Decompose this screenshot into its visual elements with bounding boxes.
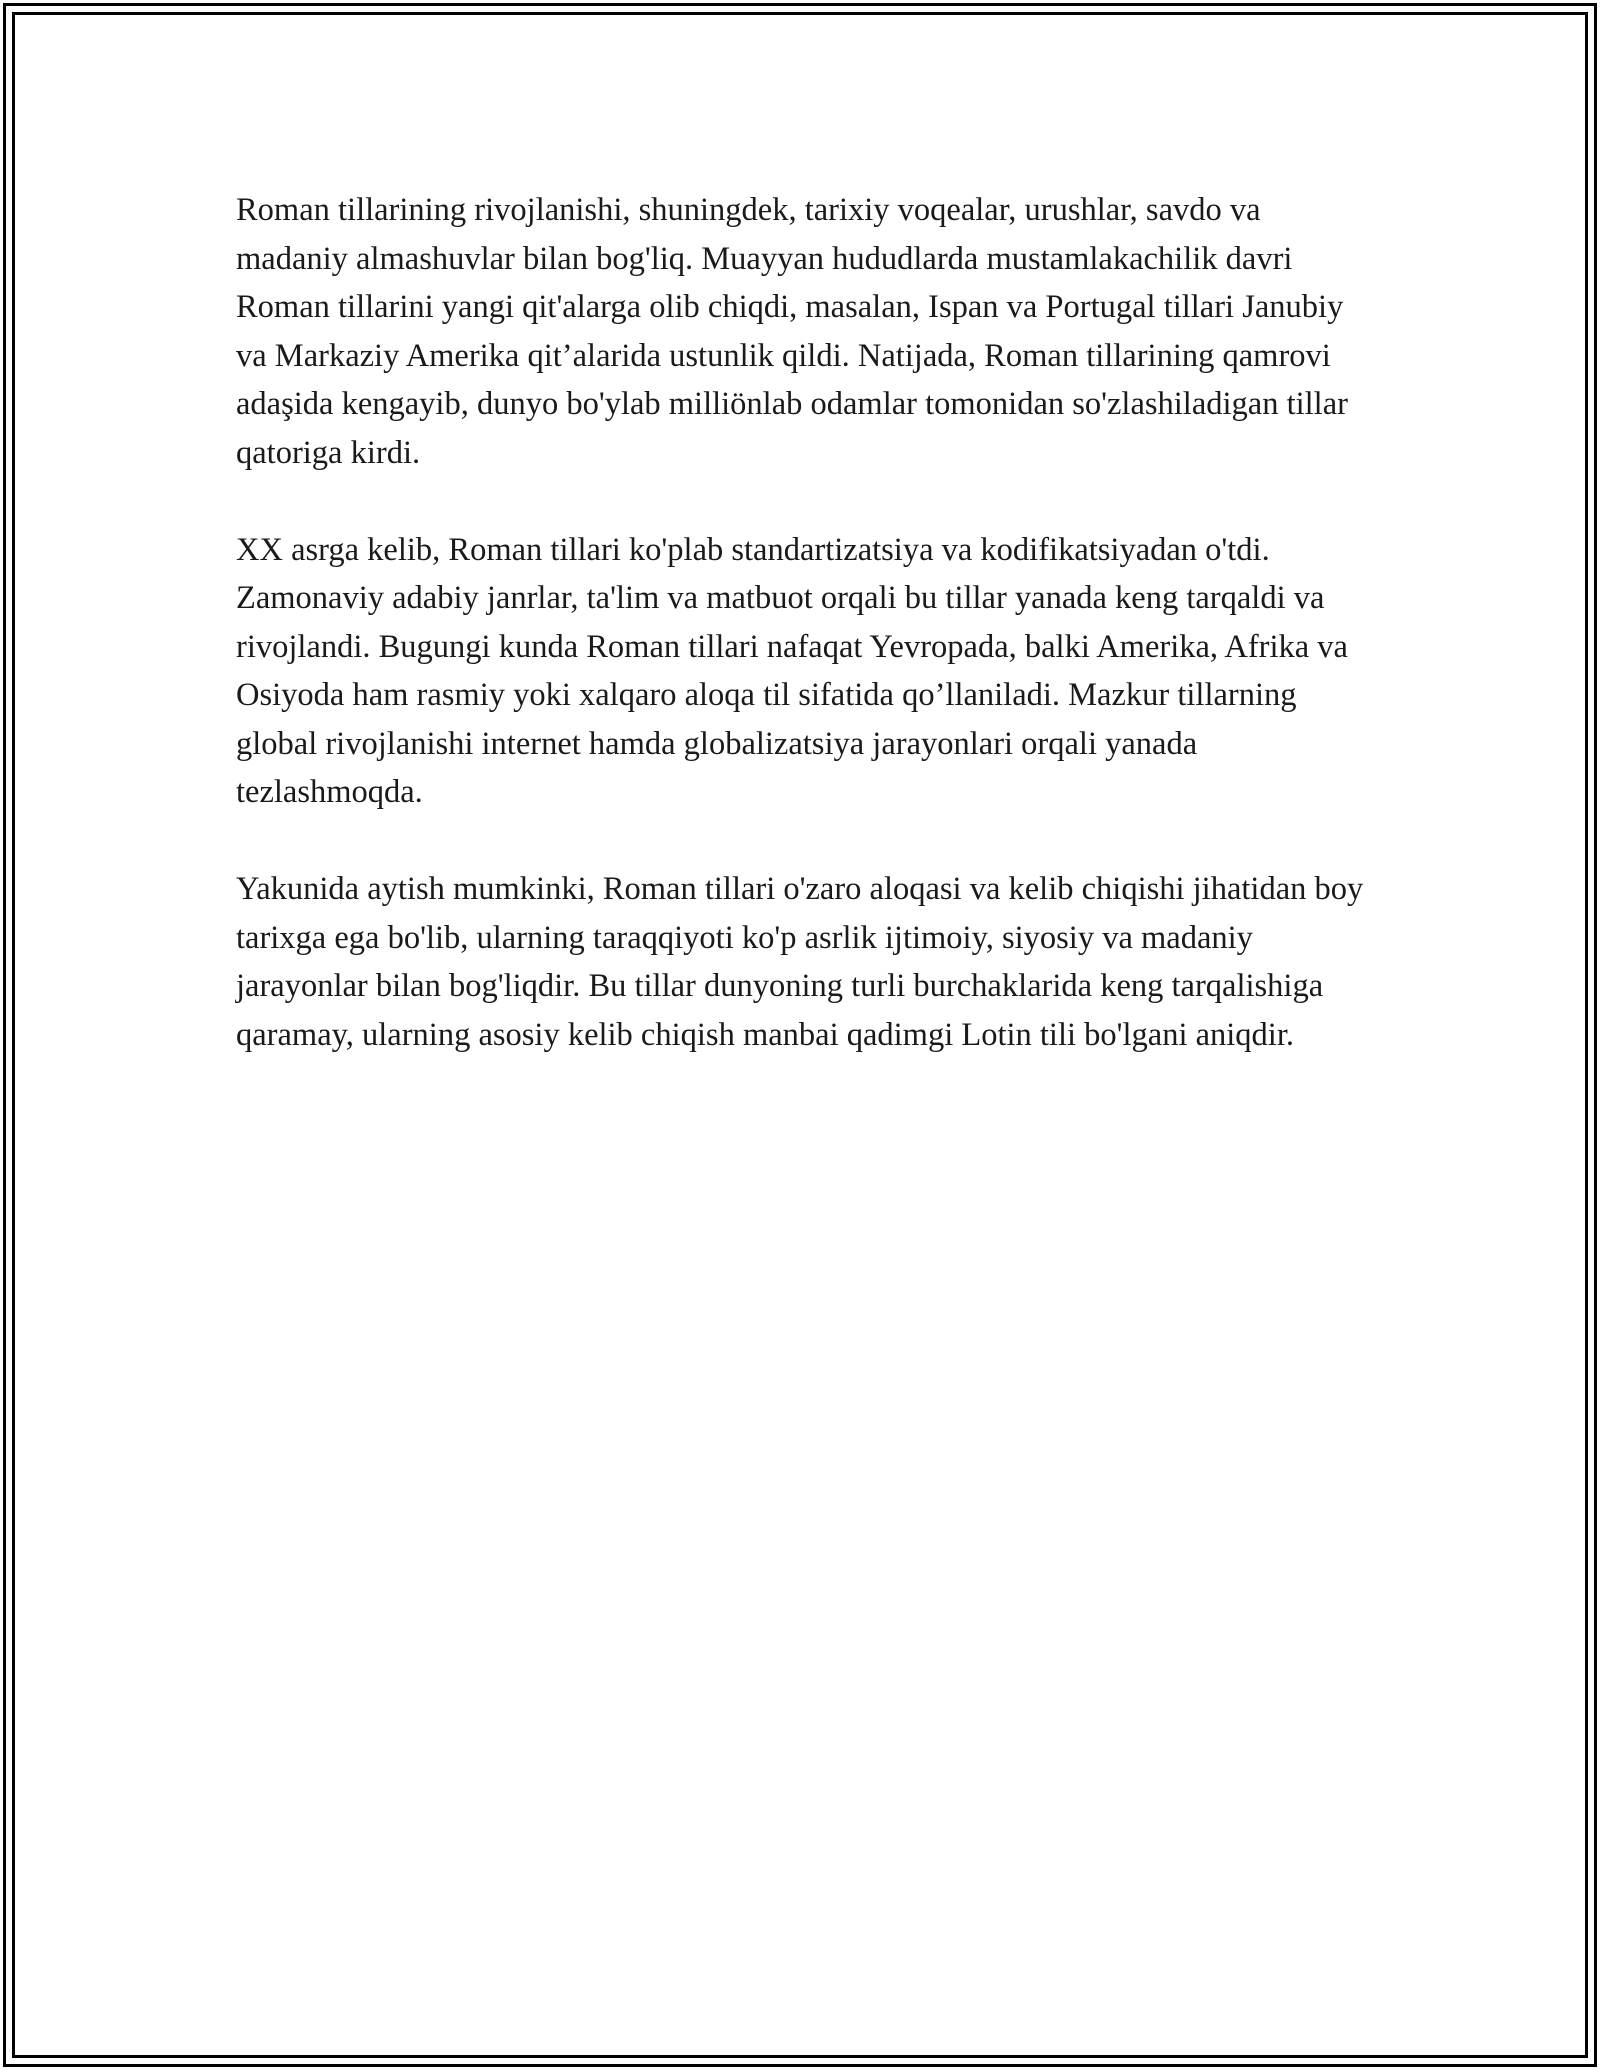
paragraph-colonial-spread: Roman tillarining rivojlanishi, shuningdek, tarixiy voqealar, urushlar, savdo va madaniy almashuvlar bilan bog'liq. Muayyan hududlarda mustamlakachilik davri Roman tillarini yangi qit'alarga olib chiqdi, masalan, Ispan va Portugal tillari Janubiy va Markaziy Amerika qit’alarida ustunlik qildi. Natijada, Roman tillarining qamrovi adaşida kengayib, dunyo bo'ylab milliönlab odamlar tomonidan so'zlashiladigan tillar qatoriga kirdi.: [236, 192, 1348, 471]
paragraph-20th-century: XX asrga kelib, Roman tillari ko'plab standartizatsiya va kodifikatsiyadan o'tdi. Zamonaviy adabiy janrlar, ta'lim va matbuot orqali bu tillar yanada keng tarqaldi va rivojlandi. Bugungi kunda Roman tillari nafaqat Yevropada, balki Amerika, Afrika va Osiyoda ham rasmiy yoki xalqaro aloqa til sifatida qo’llaniladi. Mazkur tillarning global rivojlanishi internet hamda globalizatsiya jarayonlari orqali yanada tezlashmoqda.: [236, 531, 1348, 810]
document-body: [236, 186, 1376, 1108]
paragraph-conclusion: Yakunida aytish mumkinki, Roman tillari o'zaro aloqasi va kelib chiqishi jihatidan boy tarixga ega bo'lib, ularning taraqqiyoti ko'p asrlik ijtimoiy, siyosiy va madaniy jarayonlar bilan bog'liqdir. Bu tillar dunyoning turli burchaklarida keng tarqalishiga qaramay, ularning asosiy kelib chiqish manbai qadimgi Lotin tili bo'lgani aniqdir.: [236, 871, 1364, 1053]
